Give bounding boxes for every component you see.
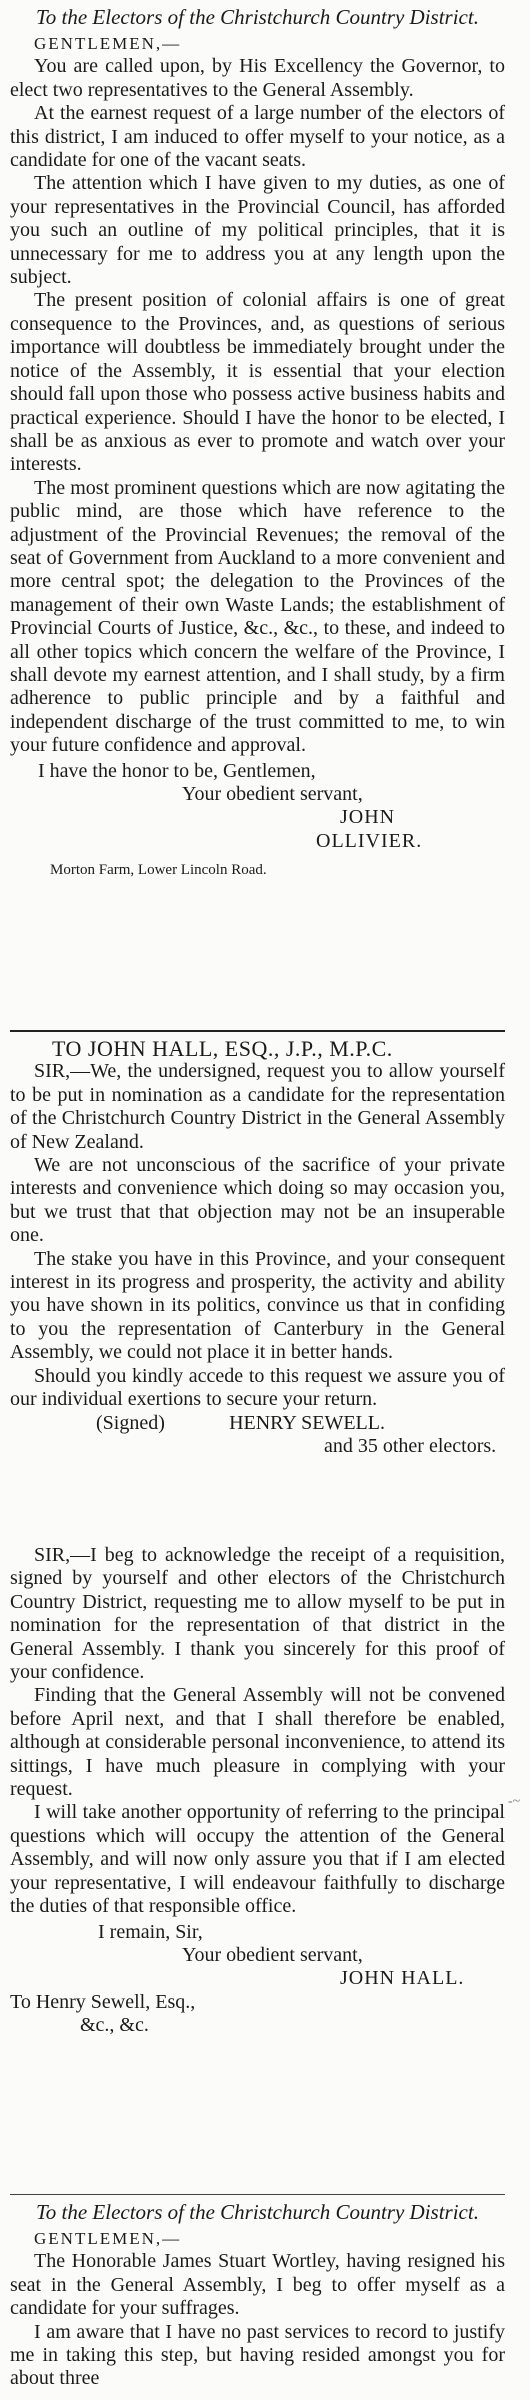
address: Morton Farm, Lower Lincoln Road.	[50, 862, 267, 879]
notice-heading: TO JOHN HALL, ESQ., J.P., M.P.C.	[52, 1036, 393, 1061]
address-line-2: &c., &c.	[80, 2014, 149, 2037]
closing-servant: Your obedient servant,	[182, 1943, 363, 1966]
signed-label: (Signed)	[96, 1411, 165, 1434]
salutation: GENTLEMEN,—	[34, 2229, 182, 2248]
reply-notice	[10, 1544, 505, 2038]
paragraph: We are not unconscious of the sacrifice of your private interests and convenience which doing so may occasion you, but we trust that that objection may not be an insuperable one.	[10, 1154, 505, 1247]
wortley-notice	[10, 2182, 505, 2391]
paragraph: At the earnest request of a large number of the electors of this district, I am induced to offer myself to your notice, as a candidate for one of the vacant seats.	[10, 102, 505, 172]
notice-title: To the Electors of the Christchurch Country District.	[36, 2200, 479, 2224]
requisition-notice	[10, 1023, 505, 1458]
salutation: GENTLEMEN,—	[34, 34, 182, 53]
paragraph: The stake you have in this Province, and your consequent interest in its progress and prosperity, the activity and ability you have shown in its politics, convince us that in confiding to you the representation of Canterbury in the General Assembly, we could not place it in better hands.	[10, 1247, 505, 1364]
closing: I remain, Sir,	[98, 1920, 203, 1943]
signed-name: HENRY SEWELL.	[229, 1411, 385, 1434]
paragraph: The attention which I have given to my duties, as one of your representatives in the Provincial Council, has afforded you such an outline of my political principles, that it is unnecessary for me to address you at any length upon the subject.	[10, 172, 505, 289]
paragraph: SIR,—We, the undersigned, request you to allow yourself to be put in nomination as a candidate for the representation of the Christchurch Country District in the General Assembly of New Zealand.	[10, 1060, 505, 1153]
paragraph: The Honorable James Stuart Wortley, having resigned his seat in the General Assembly, I beg to offer myself as a candidate for your suffrages.	[10, 2250, 505, 2320]
closing: I have the honor to be, Gentlemen,	[38, 759, 316, 782]
paragraph: Finding that the General Assembly will not be convened before April next, and that I shall therefore be enabled, although at considerable personal inconvenience, to attend its sittings, I have much pleasure in complying with your request.	[10, 1684, 505, 1801]
divider	[10, 1030, 505, 1032]
paragraph: The present position of colonial affairs is one of great consequence to the Provinces, and, as questions of serious importance will doubtless be immediately brought under the notice of the Assembly, it is essential that your election should fall upon those who possess active business habits and practical experience. Should I have the honor to be elected, I shall be as anxious as ever to promote and watch over your interests.	[10, 289, 505, 476]
paragraph: You are called upon, by His Excellency the Governor, to elect two representatives to the General Assembly.	[10, 55, 505, 101]
margin-mark: -~	[508, 1794, 521, 1809]
signed-others: and 35 other electors.	[324, 1434, 497, 1457]
paragraph: I am aware that I have no past services to record to justify me in taking this step, but having resided amongst you for about three	[10, 2320, 505, 2390]
paragraph: Should you kindly accede to this request we assure you of our individual exertions to secure your return.	[10, 1364, 505, 1411]
paragraph: The most prominent questions which are now agitating the public mind, are those which have reference to the adjustment of the Provincial Revenues; the removal of the seat of Government from Auckland to a more convenient and more central spot; the delegation to the Provinces of the management of their own Waste Lands; the establishment of Provincial Courts of Justice, &c., &c., to these, and indeed to all other topics which concern the welfare of the Province, I shall devote my earnest attention, and I shall study, by a firm adherence to public principle and by a faithful and independent discharge of the trust committed to me, to win your future confidence and approval.	[10, 476, 505, 757]
paragraph: I will take another opportunity of referring to the principal questions which will occupy the attention of the General Assembly, and will now only assure you that if I am elected your representative, I will endeavour faithfully to discharge the duties of that responsible office.	[10, 1801, 505, 1918]
closing-servant: Your obedient servant,	[182, 783, 363, 805]
notice-title: To the Electors of the Christchurch Country District.	[36, 5, 479, 29]
signature: JOHN HALL.	[340, 1967, 465, 1990]
ollivier-notice	[10, 6, 505, 883]
address-line: To Henry Sewell, Esq.,	[10, 1990, 196, 2013]
paragraph: SIR,—I beg to acknowledge the receipt of a requisition, signed by yourself and other electors of the Christchurch Country District, requesting me to allow myself to be put in nomination for the representation of that district in the General Assembly. I thank you sincerely for this proof of your confidence.	[10, 1544, 505, 1684]
signature: JOHN OLLIVIER.	[316, 806, 423, 852]
signed-row	[10, 1412, 505, 1435]
divider	[10, 2194, 505, 2195]
